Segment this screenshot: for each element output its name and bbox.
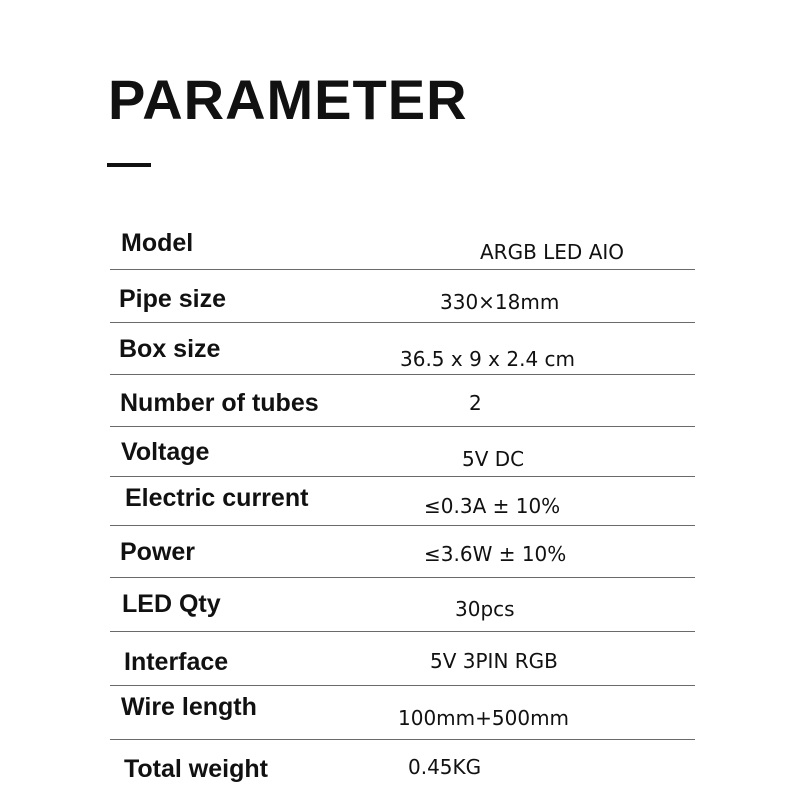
row-divider (110, 322, 695, 323)
parameter-label: LED Qty (122, 590, 221, 618)
row-divider (110, 739, 695, 740)
parameter-value: 5V 3PIN RGB (430, 649, 558, 673)
parameter-label: Total weight (124, 755, 268, 783)
parameter-row-pipe-size (110, 284, 695, 324)
parameter-label: Power (120, 538, 196, 566)
parameter-value: 36.5 x 9 x 2.4 cm (400, 347, 575, 371)
page-title: PARAMETER (108, 68, 468, 131)
row-divider (110, 631, 695, 632)
row-divider (110, 426, 695, 427)
row-divider (110, 525, 695, 526)
row-divider (110, 374, 695, 375)
parameter-row-box-size (110, 334, 695, 376)
parameter-value: ≤3.6W ± 10% (424, 542, 567, 566)
parameter-row-power (110, 537, 695, 579)
parameter-label: Wire length (121, 693, 257, 721)
parameter-label: Number of tubes (120, 389, 319, 417)
parameter-row-model (110, 228, 695, 272)
parameter-label: Voltage (121, 438, 210, 466)
parameter-label: Pipe size (119, 285, 226, 313)
row-divider (110, 269, 695, 270)
parameter-value: 330×18mm (440, 290, 560, 314)
parameter-row-voltage (110, 437, 695, 479)
parameter-value: ≤0.3A ± 10% (424, 494, 561, 518)
parameter-row-electric-current (110, 483, 695, 527)
parameter-value: ARGB LED AIO (480, 240, 625, 264)
parameter-row-led-qty (110, 589, 695, 633)
parameter-row-number-of-tubes (110, 388, 695, 428)
parameter-row-interface (110, 645, 695, 689)
parameter-value: 5V DC (462, 447, 525, 471)
parameter-value: 0.45KG (408, 755, 482, 779)
parameter-row-total-weight (110, 754, 695, 788)
parameter-label: Box size (119, 335, 221, 363)
row-divider (110, 685, 695, 686)
parameter-label: Interface (124, 648, 229, 676)
parameter-value: 100mm+500mm (398, 706, 570, 730)
row-divider (110, 577, 695, 578)
title-underline-bar (107, 163, 151, 167)
parameter-value: 2 (469, 391, 482, 415)
parameter-row-wire-length (110, 692, 695, 742)
row-divider (110, 476, 695, 477)
parameter-label: Electric current (125, 484, 309, 512)
parameter-value: 30pcs (455, 597, 515, 621)
parameter-label: Model (121, 229, 194, 257)
